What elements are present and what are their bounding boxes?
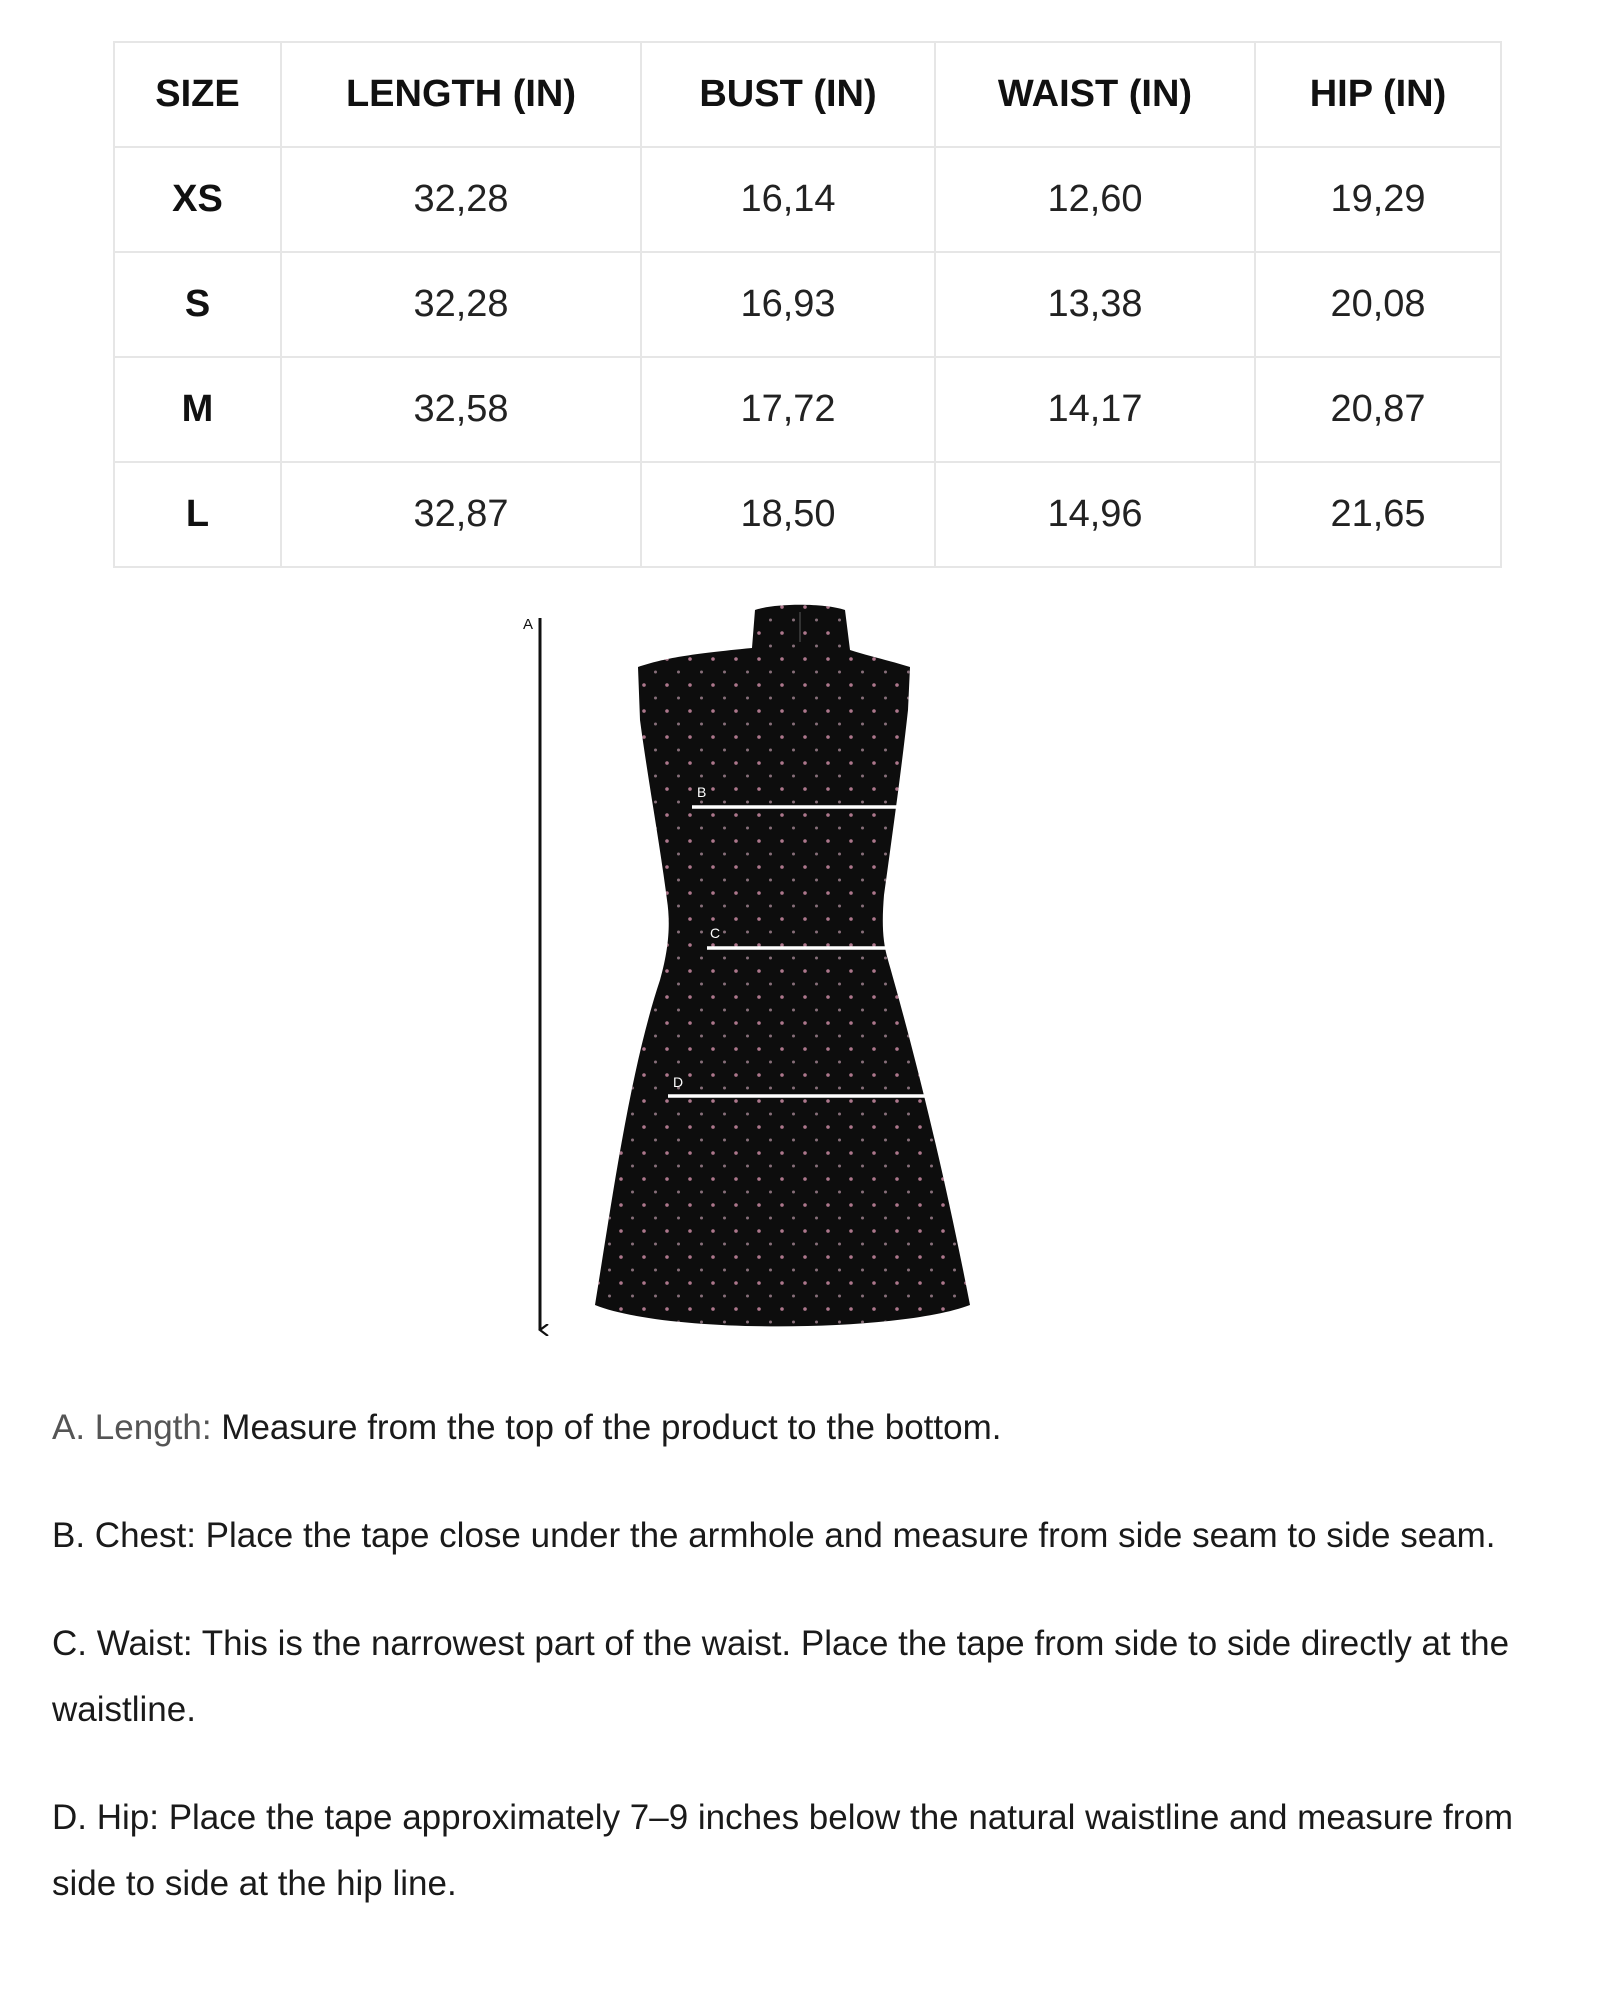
label-b: B bbox=[697, 784, 707, 800]
note-hip: D. Hip: Place the tape approximately 7–9 inches below the natural waistline and measure from side to side at the hip line. bbox=[52, 1798, 1514, 1903]
measurement-notes bbox=[52, 1395, 1562, 1959]
dress-diagram-svg bbox=[500, 600, 1060, 1350]
dress-image bbox=[595, 605, 970, 1327]
note-length-text: Measure from the top of the product to the bottom. bbox=[211, 1408, 1002, 1447]
size-cell: L bbox=[114, 462, 281, 567]
note-waist: C. Waist: This is the narrowest part of the waist. Place the tape from side to side directly at the waistline. bbox=[52, 1624, 1510, 1729]
bust-cell: 17,72 bbox=[641, 357, 935, 462]
table-row bbox=[114, 147, 1501, 252]
waist-cell: 12,60 bbox=[935, 147, 1255, 252]
label-c: C bbox=[710, 925, 721, 941]
bust-cell: 16,93 bbox=[641, 252, 935, 357]
header-hip: HIP (IN) bbox=[1255, 42, 1501, 147]
length-cell: 32,28 bbox=[281, 147, 641, 252]
note-length bbox=[52, 1395, 1562, 1461]
header-waist: WAIST (IN) bbox=[935, 42, 1255, 147]
size-cell: XS bbox=[114, 147, 281, 252]
hip-cell: 20,08 bbox=[1255, 252, 1501, 357]
table-row bbox=[114, 252, 1501, 357]
header-bust: BUST (IN) bbox=[641, 42, 935, 147]
waist-cell: 14,17 bbox=[935, 357, 1255, 462]
table-row bbox=[114, 462, 1501, 567]
hip-cell: 20,87 bbox=[1255, 357, 1501, 462]
note-length-term: A. Length: bbox=[52, 1408, 212, 1447]
label-d: D bbox=[673, 1074, 684, 1090]
length-cell: 32,58 bbox=[281, 357, 641, 462]
header-size: SIZE bbox=[114, 42, 281, 147]
note-chest: B. Chest: Place the tape close under the armhole and measure from side seam to side seam. bbox=[52, 1516, 1496, 1555]
bust-cell: 16,14 bbox=[641, 147, 935, 252]
length-cell: 32,28 bbox=[281, 252, 641, 357]
table-row bbox=[114, 357, 1501, 462]
length-cell: 32,87 bbox=[281, 462, 641, 567]
hip-cell: 19,29 bbox=[1255, 147, 1501, 252]
bust-cell: 18,50 bbox=[641, 462, 935, 567]
waist-cell: 14,96 bbox=[935, 462, 1255, 567]
size-cell: M bbox=[114, 357, 281, 462]
waist-cell: 13,38 bbox=[935, 252, 1255, 357]
header-length: LENGTH (IN) bbox=[281, 42, 641, 147]
dress-measurement-diagram bbox=[500, 600, 1060, 1350]
table-header-row bbox=[114, 42, 1501, 147]
hip-cell: 21,65 bbox=[1255, 462, 1501, 567]
label-a: A bbox=[523, 616, 534, 633]
size-chart-table bbox=[113, 41, 1502, 568]
size-cell: S bbox=[114, 252, 281, 357]
